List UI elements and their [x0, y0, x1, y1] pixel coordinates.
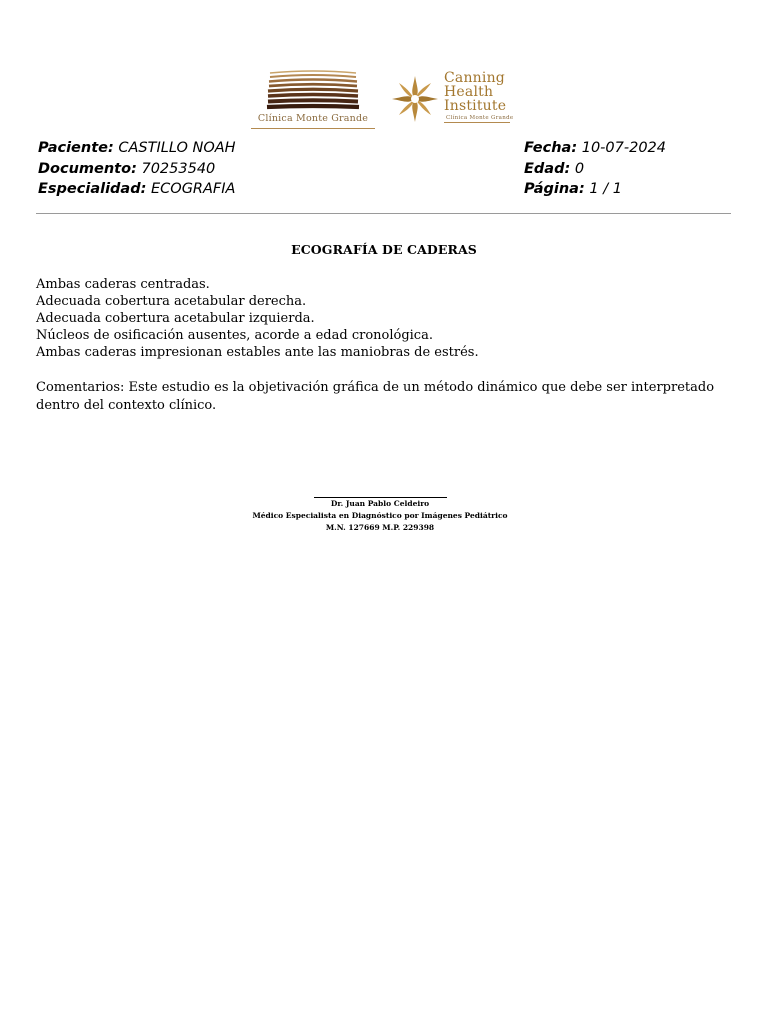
finding-line: Ambas caderas impresionan estables ante las maniobras de estrés. — [36, 345, 479, 360]
patient-name-label: Paciente: — [38, 140, 114, 156]
patient-name-row — [38, 138, 236, 159]
report-title: ECOGRAFÍA DE CADERAS — [291, 242, 477, 257]
document-row — [38, 159, 236, 180]
specialty-row — [38, 179, 236, 200]
header-divider — [36, 213, 731, 214]
finding-line: Adecuada cobertura acetabular derecha. — [36, 294, 307, 309]
date-row — [524, 138, 666, 159]
doctor-license: M.N. 127669 M.P. 229398 — [325, 523, 435, 532]
finding-line: Adecuada cobertura acetabular izquierda. — [36, 311, 315, 326]
patient-name-value: CASTILLO NOAH — [118, 140, 236, 156]
page-row — [524, 179, 666, 200]
age-row — [524, 159, 666, 180]
clinica-monte-grande-logo — [247, 70, 379, 130]
signature-line — [314, 489, 447, 498]
doctor-title: Médico Especialista en Diagnóstico por Imágenes Pediátrico — [252, 511, 508, 520]
page-value: 1 / 1 — [589, 181, 622, 197]
finding-line: Núcleos de osificación ausentes, acorde a edad cronológica. — [36, 328, 433, 343]
document-value: 70253540 — [141, 160, 216, 177]
date-label: Fecha: — [524, 140, 578, 156]
age-value: 0 — [574, 160, 585, 177]
canning-health-institute-logo — [390, 70, 520, 126]
logo-subtitle-rule — [444, 122, 510, 123]
doctor-name: Dr. Juan Pablo Celdeiro — [330, 499, 430, 508]
clinica-monte-grande-name: Clínica Monte Grande — [257, 113, 369, 124]
logo-word-canning: Canning — [444, 70, 505, 86]
clinica-monte-grande-emblem-icon — [266, 70, 360, 112]
patient-info-left — [38, 138, 236, 200]
patient-info-right — [524, 138, 666, 200]
page-label: Página: — [524, 181, 585, 197]
finding-line: Ambas caderas centradas. — [36, 277, 210, 292]
logo-word-institute: Institute — [444, 98, 507, 114]
specialty-label: Especialidad: — [38, 181, 147, 197]
logo-subtitle: Clínica Monte Grande — [446, 115, 514, 121]
header-logos — [0, 66, 768, 132]
specialty-value: ECOGRAFIA — [151, 181, 236, 197]
age-label: Edad: — [524, 160, 571, 177]
report-comments: Comentarios: Este estudio es la objetivación gráfica de un método dinámico que debe ser interpretado dentro del contexto clínico. — [36, 380, 715, 413]
date-value: 10-07-2024 — [581, 140, 667, 156]
document-label: Documento: — [38, 160, 137, 177]
report-findings — [36, 276, 736, 361]
signature-block — [0, 489, 760, 534]
logo-underline — [251, 128, 375, 129]
logo-word-health: Health — [444, 84, 494, 100]
canning-star-emblem-icon — [390, 74, 440, 124]
